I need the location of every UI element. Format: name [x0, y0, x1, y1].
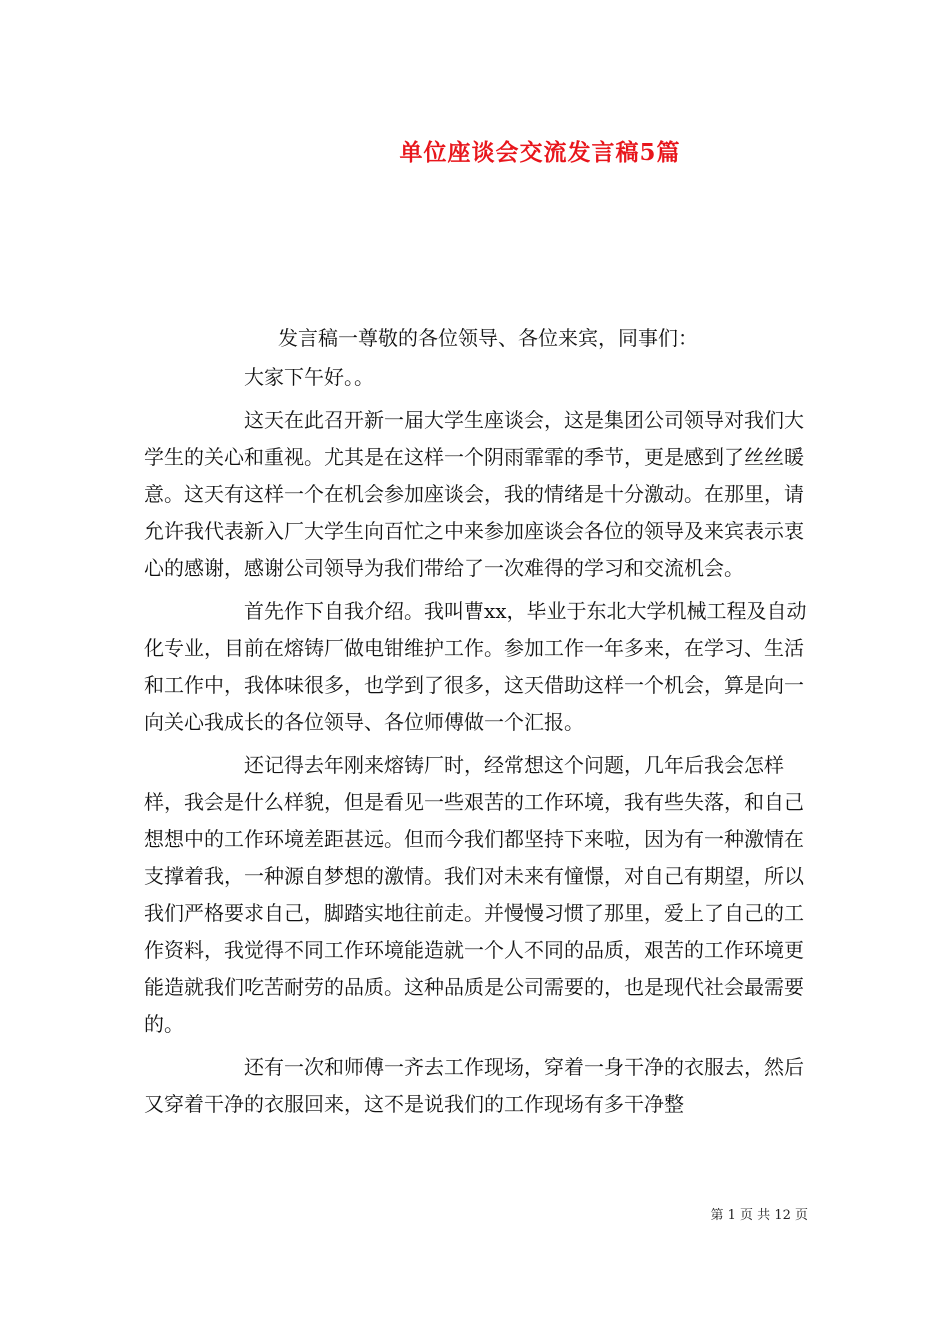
document-title: 单位座谈会交流发言稿5篇 [399, 139, 681, 166]
document-body [144, 320, 809, 1123]
paragraph-body: 还记得去年刚来熔铸厂时，经常想这个问题，几年后我会怎样样，我会是什么样貌，但是看见一些艰苦的工作环境，我有些失落，和自己想想中的工作环境差距甚远。但而今我们都坚持下来啦，因为有一种激情在支撑着我，一种源自梦想的激情。我们对未来有憧憬，对自己有期望，所以我们严格要求自己，脚踏实地往前走。并慢慢习惯了那里，爱上了自己的工作资料，我觉得不同工作环境能造就一个人不同的品质，艰苦的工作环境更能造就我们吃苦耐劳的品质。这种品质是公司需要的，也是现代社会最需要的。 [144, 753, 804, 1036]
paragraph-body: 还有一次和师傅一齐去工作现场，穿着一身干净的衣服去，然后又穿着干净的衣服回来，这不是说我们的工作现场有多干净整 [144, 1055, 804, 1116]
page-number-footer: 第 1 页 共 12 页 [710, 1208, 808, 1223]
paragraph-body: 首先作下自我介绍。我叫曹xx，毕业于东北大学机械工程及自动化专业，目前在熔铸厂做电钳维护工作。参加工作一年多来，在学习、生活和工作中，我体味很多，也学到了很多，这天借助这样一个机会，算是向一向关心我成长的各位领导、各位师傅做一个汇报。 [144, 599, 807, 734]
paragraph-body: 这天在此召开新一届大学生座谈会，这是集团公司领导对我们大学生的关心和重视。尤其是在这样一个阴雨霏霏的季节，更是感到了丝丝暖意。这天有这样一个在机会参加座谈会，我的情绪是十分激动。在那里，请允许我代表新入厂大学生向百忙之中来参加座谈会各位的领导及来宾表示衷心的感谢，感谢公司领导为我们带给了一次难得的学习和交流机会。 [144, 408, 804, 580]
paragraph-salutation: 发言稿一尊敬的各位领导、各位来宾，同事们： [278, 326, 698, 350]
paragraph-greeting: 大家下午好。。 [244, 365, 374, 389]
